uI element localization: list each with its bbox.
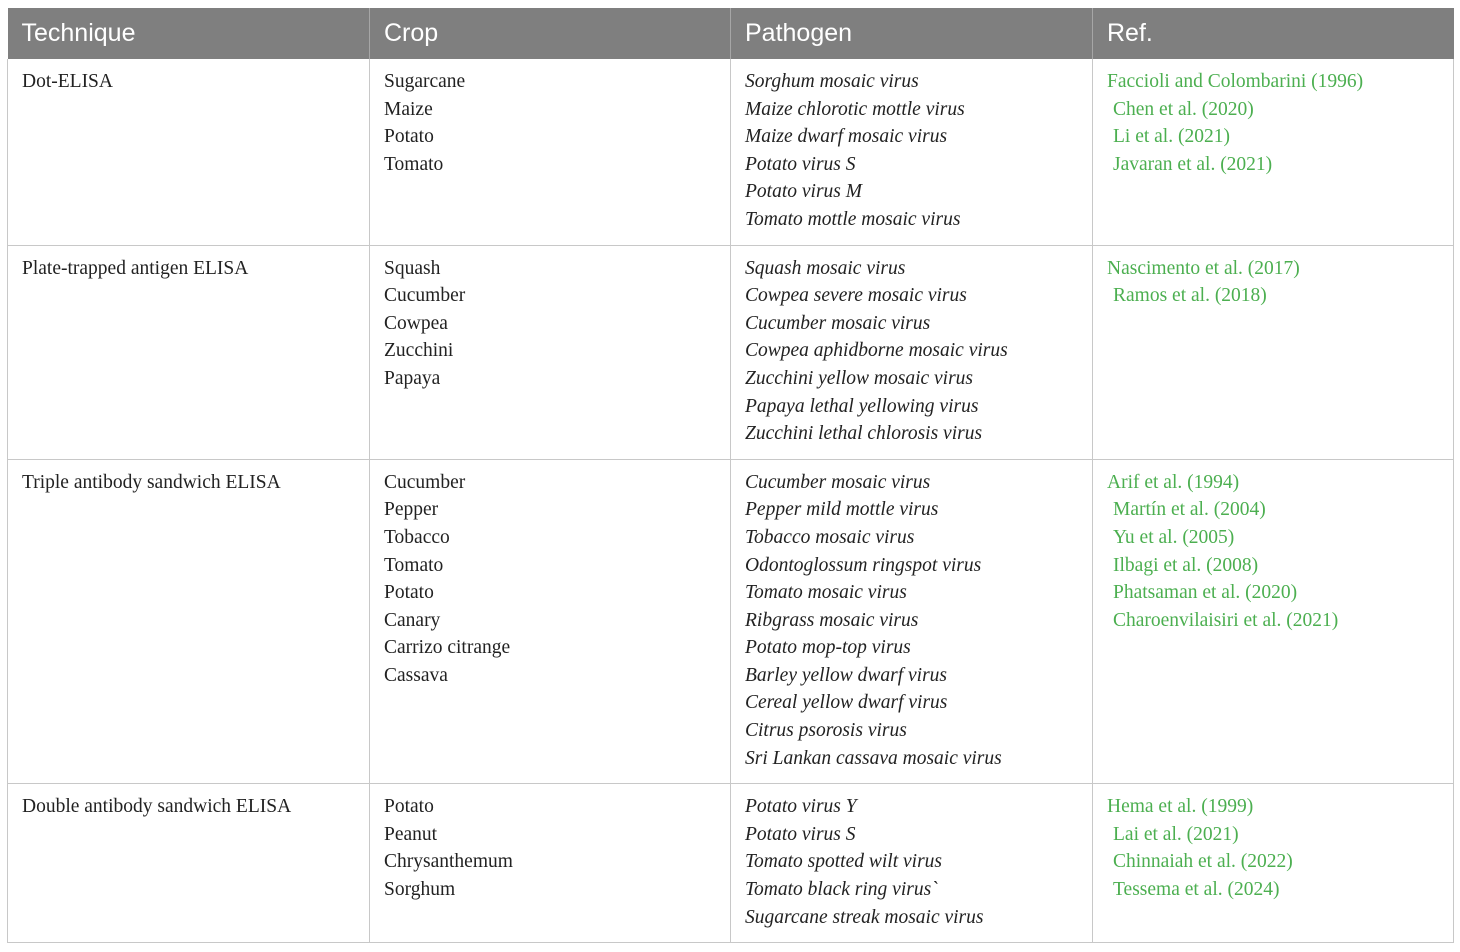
- crop-item: Cucumber: [384, 471, 466, 493]
- crop-item: Chrysanthemum: [384, 851, 513, 873]
- pathogen-item: Potato virus Y: [745, 796, 857, 818]
- crop-item: Potato: [384, 796, 434, 818]
- ref-cell: [1093, 459, 1454, 784]
- crop-item: Tomato: [384, 153, 444, 175]
- pathogen-item: Zucchini lethal chlorosis virus: [745, 423, 983, 445]
- ref-link[interactable]: Javaran et al. (2021): [1113, 153, 1273, 175]
- crop-cell: [370, 245, 731, 459]
- pathogen-item: Cucumber mosaic virus: [745, 312, 931, 334]
- pathogen-cell: [731, 245, 1093, 459]
- pathogen-item: Papaya lethal yellowing virus: [745, 395, 979, 417]
- ref-link[interactable]: Charoenvilaisiri et al. (2021): [1113, 609, 1339, 631]
- ref-link[interactable]: Chen et al. (2020): [1113, 98, 1254, 120]
- table-row: [8, 59, 1454, 245]
- technique-name: Plate-trapped antigen ELISA: [22, 257, 249, 279]
- pathogen-item: Ribgrass mosaic virus: [745, 609, 919, 631]
- header-row: [8, 8, 1454, 59]
- pathogen-cell: [731, 459, 1093, 784]
- ref-link[interactable]: Hema et al. (1999): [1107, 796, 1254, 818]
- table-header: [8, 8, 1454, 59]
- pathogen-item: Tomato spotted wilt virus: [745, 851, 943, 873]
- ref-link[interactable]: Lai et al. (2021): [1113, 823, 1239, 845]
- crop-item: Sugarcane: [384, 71, 466, 92]
- technique-name: Dot-ELISA: [22, 71, 113, 92]
- crop-item: Squash: [384, 257, 441, 279]
- pathogen-item: Zucchini yellow mosaic virus: [745, 367, 974, 389]
- crop-item: Tobacco: [384, 526, 450, 548]
- pathogen-item: Cucumber mosaic virus: [745, 471, 931, 493]
- table-row: [8, 245, 1454, 459]
- pathogen-item: Odontoglossum ringspot virus: [745, 554, 982, 576]
- crop-item: Cassava: [384, 664, 448, 686]
- pathogen-item: Barley yellow dwarf virus: [745, 664, 948, 686]
- crop-item: Carrizo citrange: [384, 637, 511, 659]
- ref-link[interactable]: Phatsaman et al. (2020): [1113, 582, 1298, 604]
- crop-item: Sorghum: [384, 879, 456, 901]
- ref-link[interactable]: Martín et al. (2004): [1113, 499, 1266, 521]
- crop-item: Tomato: [384, 554, 444, 576]
- pathogen-item: Sugarcane streak mosaic virus: [745, 906, 984, 928]
- ref-link[interactable]: Yu et al. (2005): [1113, 526, 1235, 548]
- pathogen-item: Tomato mottle mosaic virus: [745, 208, 961, 230]
- pathogen-item: Tomato mosaic virus: [745, 582, 907, 604]
- crop-item: Cucumber: [384, 285, 466, 307]
- pathogen-cell: [731, 59, 1093, 245]
- crop-item: Pepper: [384, 499, 439, 521]
- ref-link[interactable]: Chinnaiah et al. (2022): [1113, 851, 1293, 873]
- technique-name: Triple antibody sandwich ELISA: [22, 471, 281, 493]
- pathogen-item: Cowpea aphidborne mosaic virus: [745, 340, 1008, 362]
- technique-name: Double antibody sandwich ELISA: [22, 796, 292, 818]
- table-body: [8, 59, 1454, 943]
- crop-item: Cowpea: [384, 312, 448, 334]
- ref-cell: [1093, 245, 1454, 459]
- crop-item: Zucchini: [384, 340, 454, 362]
- ref-link[interactable]: Ramos et al. (2018): [1113, 285, 1267, 307]
- table-row: [8, 459, 1454, 784]
- elisa-techniques-table: [7, 8, 1454, 943]
- crop-cell: [370, 784, 731, 943]
- table-row: [8, 784, 1454, 943]
- pathogen-item: Sri Lankan cassava mosaic virus: [745, 747, 1002, 769]
- ref-cell: [1093, 59, 1454, 245]
- pathogen-item: Potato virus S: [745, 153, 856, 175]
- pathogen-item: Tomato black ring virus`: [745, 879, 938, 901]
- header-crop: Crop: [370, 8, 731, 59]
- ref-link[interactable]: Tessema et al. (2024): [1113, 879, 1280, 901]
- pathogen-item: Cereal yellow dwarf virus: [745, 692, 948, 714]
- crop-cell: [370, 459, 731, 784]
- header-ref: Ref.: [1093, 8, 1454, 59]
- crop-item: Peanut: [384, 823, 438, 845]
- pathogen-item: Tobacco mosaic virus: [745, 526, 915, 548]
- ref-link[interactable]: Li et al. (2021): [1113, 126, 1230, 148]
- pathogen-item: Potato virus S: [745, 823, 856, 845]
- header-pathogen: Pathogen: [731, 8, 1093, 59]
- pathogen-item: Squash mosaic virus: [745, 257, 906, 279]
- pathogen-item: Pepper mild mottle virus: [745, 499, 939, 521]
- ref-cell: [1093, 784, 1454, 943]
- crop-item: Maize: [384, 98, 433, 120]
- crop-item: Potato: [384, 582, 434, 604]
- crop-item: Canary: [384, 609, 441, 631]
- pathogen-item: Cowpea severe mosaic virus: [745, 285, 967, 307]
- pathogen-item: Sorghum mosaic virus: [745, 71, 919, 92]
- ref-link[interactable]: Arif et al. (1994): [1107, 471, 1240, 493]
- pathogen-cell: [731, 784, 1093, 943]
- pathogen-item: Maize chlorotic mottle virus: [745, 98, 965, 120]
- crop-item: Potato: [384, 126, 434, 148]
- ref-link[interactable]: Nascimento et al. (2017): [1107, 257, 1300, 279]
- crop-cell: [370, 59, 731, 245]
- ref-link[interactable]: Ilbagi et al. (2008): [1113, 554, 1259, 576]
- pathogen-item: Potato mop-top virus: [745, 637, 911, 659]
- header-technique: Technique: [8, 8, 370, 59]
- technique-cell: [8, 459, 370, 784]
- pathogen-item: Maize dwarf mosaic virus: [745, 126, 948, 148]
- pathogen-item: Citrus psorosis virus: [745, 720, 907, 742]
- technique-cell: [8, 784, 370, 943]
- pathogen-item: Potato virus M: [745, 181, 862, 203]
- ref-link[interactable]: Faccioli and Colombarini (1996): [1107, 71, 1364, 92]
- technique-cell: [8, 245, 370, 459]
- technique-cell: [8, 59, 370, 245]
- crop-item: Papaya: [384, 367, 441, 389]
